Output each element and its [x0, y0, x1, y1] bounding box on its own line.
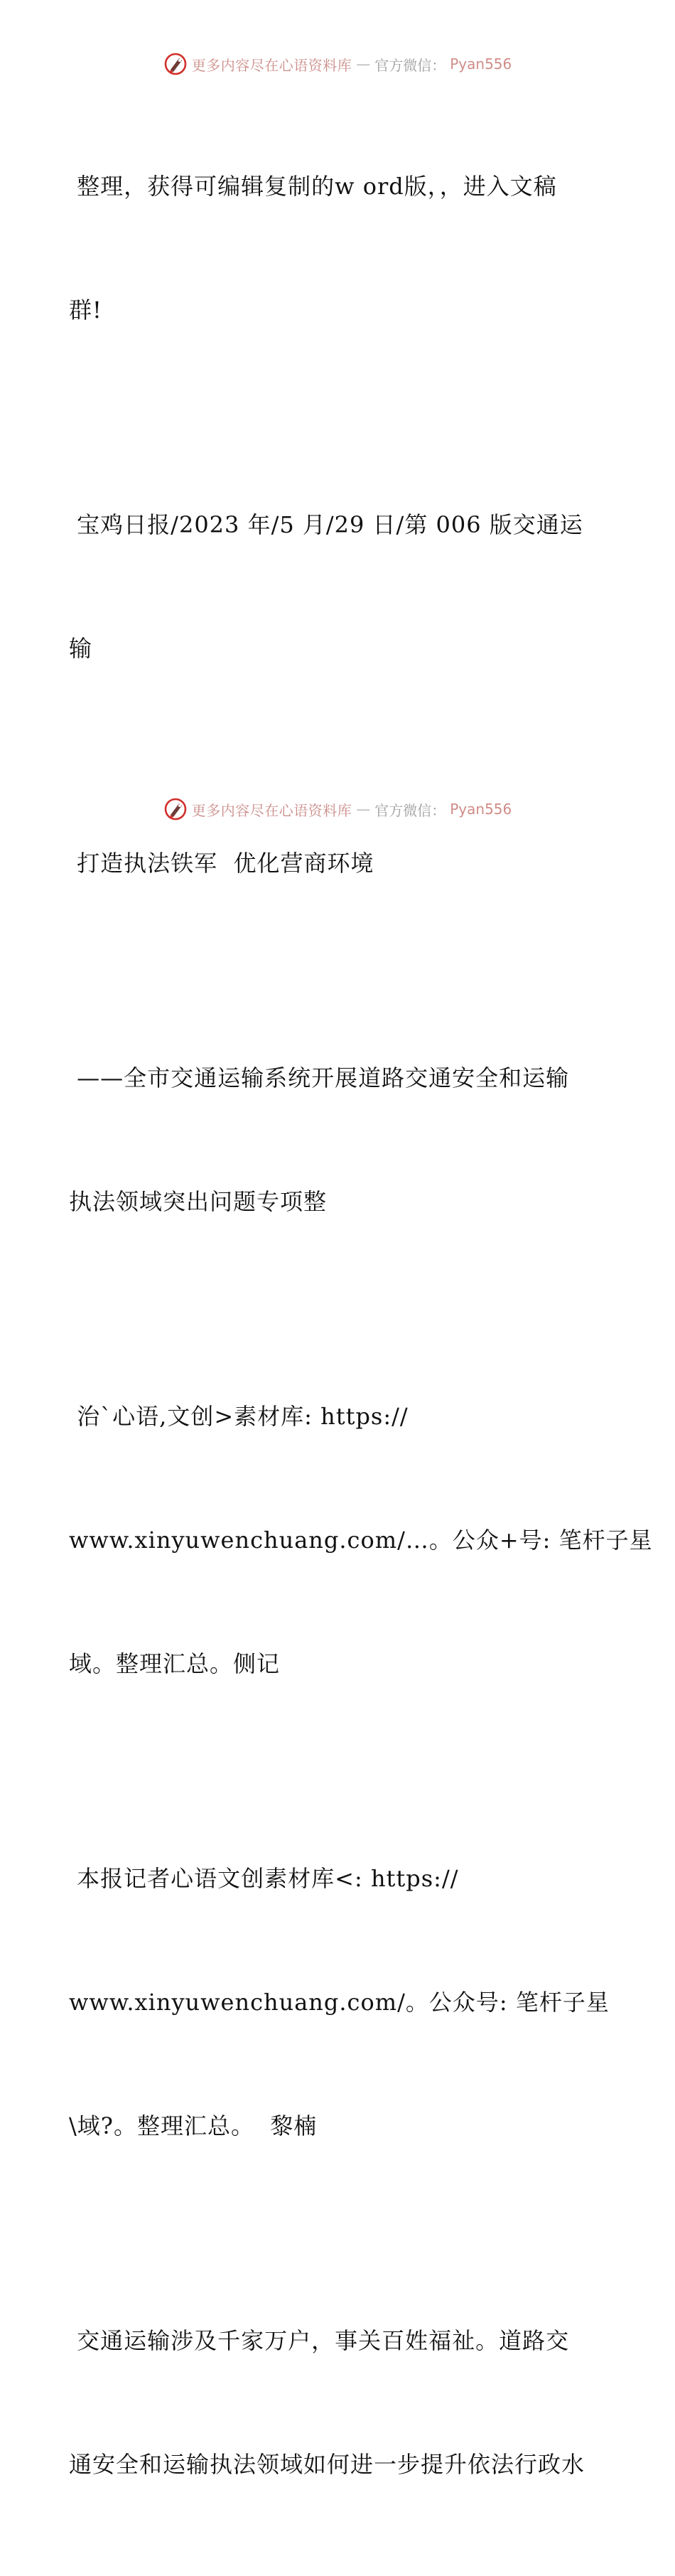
banner-wechat-id: Pyan556 [450, 801, 512, 818]
text-line: 群! [69, 296, 102, 324]
banner-separator: — [356, 55, 371, 73]
text-line: 域。整理汇总。侧记 [69, 1650, 281, 1677]
text-line: 执法领域突出问题专项整 [69, 1188, 328, 1215]
text-line: www.xinyuwenchuang.com/。公众号: 笔杆子星 [69, 1989, 610, 2016]
banner-separator: — [356, 801, 371, 818]
banner-slogan: 更多内容尽在心语资料库 [191, 56, 352, 74]
banner-slogan: 更多内容尽在心语资料库 [191, 801, 352, 819]
banner-wechat-label: 官方微信： [374, 801, 446, 819]
text-line: 打造执法铁军 优化营商环境 [69, 850, 374, 877]
banner-wechat-label: 官方微信： [374, 56, 446, 74]
text-line: \域?。整理汇总。 黎楠 [69, 2112, 318, 2139]
text-line: 本报记者心语文创素材库<: https:// [69, 1865, 459, 1892]
paragraph-source-info [69, 422, 609, 752]
header-watermark-banner [0, 50, 675, 78]
article-title [69, 760, 609, 966]
paragraph-body [69, 2238, 609, 2567]
document-body [69, 83, 653, 2576]
text-line: 治`心语,文创>素材库: https:// [69, 1403, 409, 1430]
text-line: 通安全和运输执法领域如何进一步提升依法行政水 [69, 2451, 585, 2478]
text-line: www.xinyuwenchuang.com/…。公众+号: 笔杆子星 [69, 1527, 653, 1554]
text-line: ——全市交通运输系统开展道路交通安全和运输 [69, 1064, 570, 1091]
paragraph-byline [69, 1775, 609, 2229]
text-line: 宝鸡日报/2023 年/5 月/29 日/第 006 版交通运 [69, 511, 583, 538]
text-line: 交通运输涉及千家万户，事关百姓福祉。道路交 [69, 2327, 570, 2354]
text-line: 输 [69, 635, 93, 662]
paragraph-sidenote [69, 1313, 653, 1767]
banner-wechat-id: Pyan556 [450, 55, 512, 73]
article-subtitle [69, 975, 609, 1305]
text-line: 整理，获得可编辑复制的w ord版，，进入文稿 [69, 173, 557, 200]
footer-watermark-banner [0, 795, 675, 823]
pen-logo-icon [163, 797, 188, 821]
pen-logo-icon [163, 52, 188, 76]
paragraph-editable-note [69, 83, 609, 413]
